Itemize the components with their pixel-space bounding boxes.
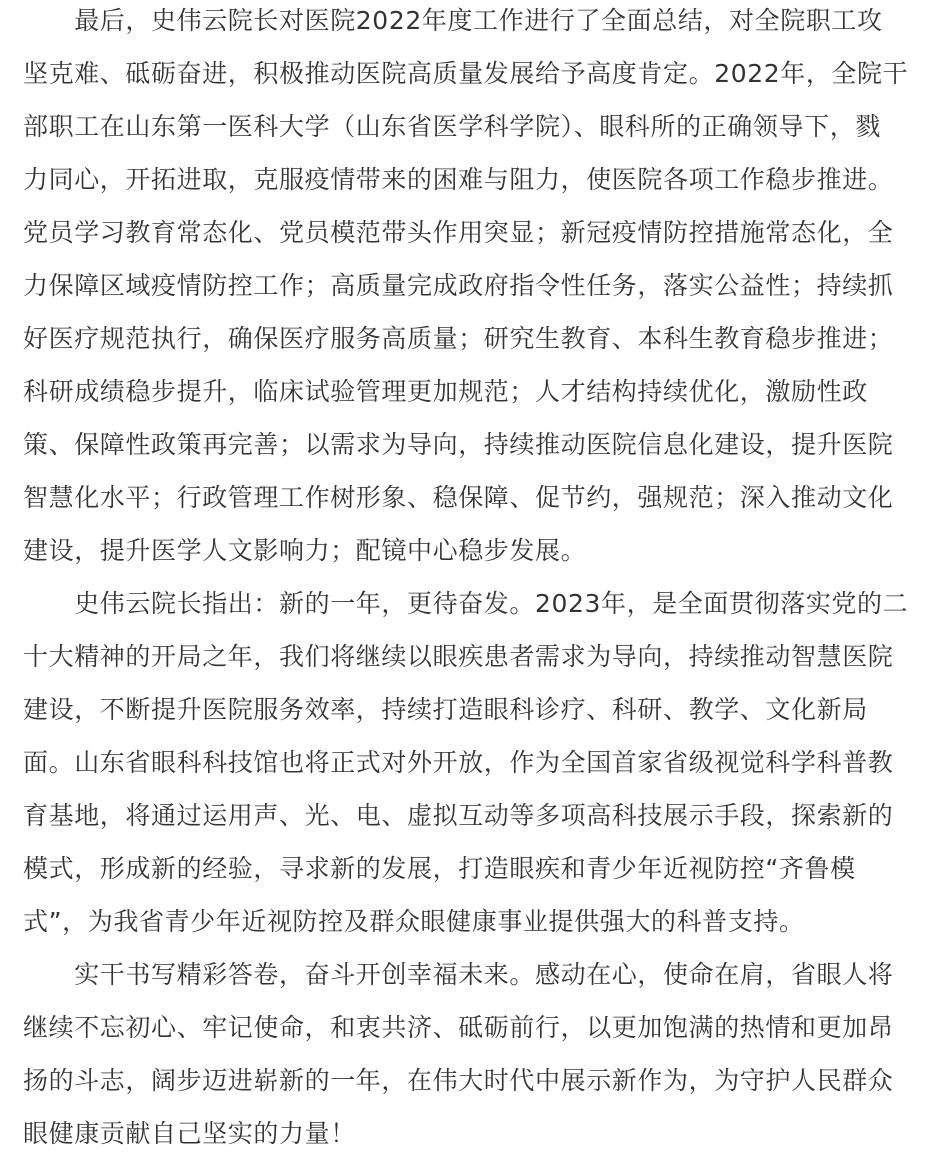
text-line: 模式，形成新的经验，寻求新的发展，打造眼疾和青少年近视防控“齐鲁模: [23, 854, 856, 883]
text-line: 实干书写精彩答卷，奋斗开创幸福未来。感动在心，使命在肩，省眼人将: [23, 960, 894, 989]
text-line: 部职工在山东第一医科大学（山东省医学科学院）、眼科所的正确领导下，戮: [23, 112, 881, 141]
text-line: 最后，史伟云院长对医院2022年度工作进行了全面总结，对全院职工攻: [23, 6, 883, 35]
text-line: 党员学习教育常态化、党员模范带头作用突显；新冠疫情防控措施常态化，全: [23, 218, 894, 247]
text-line: 继续不忘初心、牢记使命，和衷共济、砥砺前行，以更加饱满的热情和更加昂: [23, 1013, 894, 1042]
text-line: 建设，提升医学人文影响力；配镜中心稳步发展。: [23, 536, 587, 565]
text-line: 科研成绩稳步提升，临床试验管理更加规范；人才结构持续优化，激励性政: [23, 377, 868, 406]
text-line: 面。山东省眼科科技馆也将正式对外开放，作为全国首家省级视觉科学科普教: [23, 748, 894, 777]
text-line: 眼健康贡献自己坚实的力量！: [23, 1119, 356, 1148]
text-line: 策、保障性政策再完善；以需求为导向，持续推动医院信息化建设，提升医院: [23, 430, 894, 459]
text-line: 力同心，开拓进取，克服疫情带来的困难与阻力，使医院各项工作稳步推进。: [23, 165, 894, 194]
text-line: 建设，不断提升医院服务效率，持续打造眼科诊疗、科研、教学、文化新局: [23, 695, 868, 724]
text-line: 智慧化水平；行政管理工作树形象、稳保障、促节约，强规范；深入推动文化: [23, 483, 894, 512]
text-line: 育基地，将通过运用声、光、电、虚拟互动等多项高科技展示手段，探索新的: [23, 801, 894, 830]
text-line: 史伟云院长指出：新的一年，更待奋发。2023年，是全面贯彻落实党的二: [23, 589, 909, 618]
text-line: 扬的斗志，阔步迈进崭新的一年，在伟大时代中展示新作为，为守护人民群众: [23, 1066, 894, 1095]
text-line: 坚克难、砥砺奋进，积极推动医院高质量发展给予高度肯定。2022年，全院干: [23, 59, 909, 88]
text-line: 十大精神的开局之年，我们将继续以眼疾患者需求为导向，持续推动智慧医院: [23, 642, 894, 671]
text-line: 好医疗规范执行，确保医疗服务高质量；研究生教育、本科生教育稳步推进；: [23, 324, 894, 353]
text-line: 式”，为我省青少年近视防控及群众眼健康事业提供强大的科普支持。: [23, 907, 805, 936]
text-line: 力保障区域疫情防控工作；高质量完成政府指令性任务，落实公益性；持续抓: [23, 271, 894, 300]
